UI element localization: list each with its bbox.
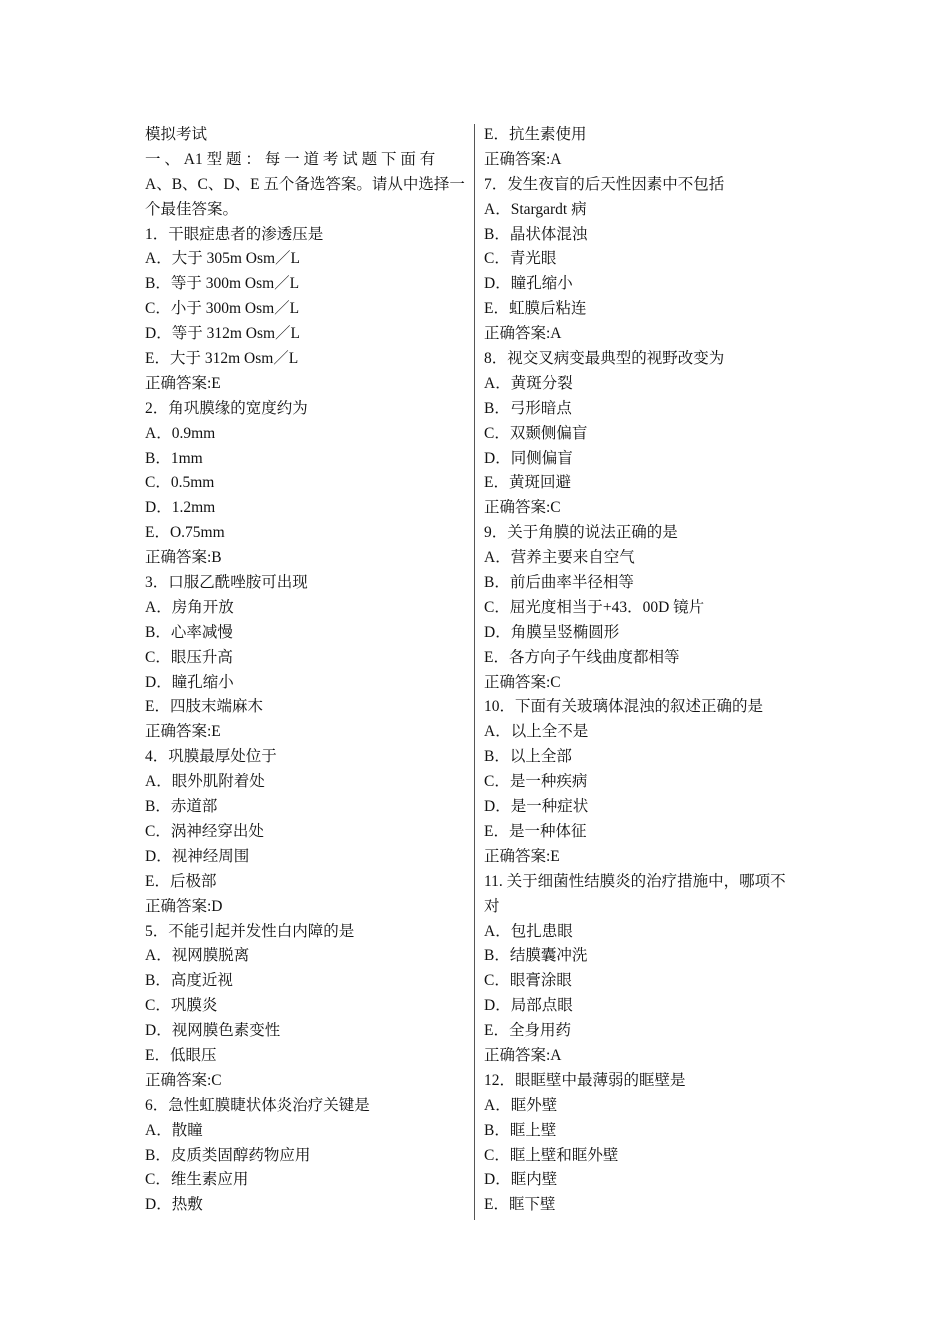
question-text-continued: 对 — [484, 897, 500, 915]
question-text: 10．下面有关玻璃体混浊的叙述正确的是 — [484, 698, 764, 716]
option-text: C．眶上壁和眶外壁 — [484, 1146, 619, 1164]
option-text: B．弓形暗点 — [484, 399, 572, 417]
option-text: E．全身用药 — [484, 1022, 571, 1040]
option-text: B．结膜囊冲洗 — [484, 947, 588, 965]
right-column — [484, 123, 814, 1218]
option-text: A．黄斑分裂 — [484, 374, 573, 392]
question-text: 9．关于角膜的说法正确的是 — [484, 524, 678, 542]
question-text: 8．视交叉病变最典型的视野改变为 — [484, 350, 725, 368]
option-text: A．营养主要来自空气 — [484, 549, 635, 567]
column-divider — [474, 124, 475, 1220]
option-text: C．是一种疾病 — [484, 773, 588, 791]
option-text: B．皮质类固醇药物应用 — [145, 1146, 311, 1164]
answer-text: 正确答案:E — [145, 723, 221, 741]
question-text: 1．干眼症患者的渗透压是 — [145, 225, 324, 243]
section-intro-line: 个最佳答案。 — [145, 200, 239, 218]
option-text: A．视网膜脱离 — [145, 947, 250, 965]
option-text: C．小于 300m Osm／L — [145, 300, 300, 318]
answer-text: 正确答案:E — [484, 847, 560, 865]
option-text: C．眼压升高 — [145, 648, 233, 666]
option-text: E．低眼压 — [145, 1046, 217, 1064]
question-text: 6．急性虹膜睫状体炎治疗关键是 — [145, 1096, 370, 1114]
option-text: E．各方向子午线曲度都相等 — [484, 648, 680, 666]
option-text: D．瞳孔缩小 — [484, 275, 573, 293]
option-text: C．维生素应用 — [145, 1171, 249, 1189]
option-text: C．0.5mm — [145, 474, 215, 492]
option-text: E．四肢末端麻木 — [145, 698, 263, 716]
option-text: C．巩膜炎 — [145, 997, 218, 1015]
question-text: 7．发生夜盲的后天性因素中不包括 — [484, 175, 725, 193]
question-text: 11. 关于细菌性结膜炎的治疗措施中，哪项不 — [484, 872, 786, 890]
option-text: B．高度近视 — [145, 972, 233, 990]
answer-text: 正确答案:A — [484, 325, 562, 343]
option-text: E．黄斑回避 — [484, 474, 571, 492]
option-text: D．视神经周围 — [145, 847, 250, 865]
option-text: D．角膜呈竖椭圆形 — [484, 623, 620, 641]
answer-text: 正确答案:C — [484, 673, 561, 691]
option-text: A．大于 305m Osm／L — [145, 250, 301, 268]
answer-text: 正确答案:D — [145, 897, 223, 915]
option-text: E．虹膜后粘连 — [484, 300, 587, 318]
option-text: E．O.75mm — [145, 524, 225, 542]
option-text: C．涡神经穿出处 — [145, 822, 264, 840]
left-column — [145, 123, 469, 1218]
option-text: E．抗生素使用 — [484, 126, 587, 143]
answer-text: 正确答案:C — [484, 499, 561, 517]
option-text: E．后极部 — [145, 872, 217, 890]
answer-text: 正确答案:A — [484, 1046, 562, 1064]
question-text: 5．不能引起并发性白内障的是 — [145, 922, 355, 940]
option-text: D．热敷 — [145, 1196, 203, 1214]
answer-text: 正确答案:A — [484, 150, 562, 168]
option-text: D．瞳孔缩小 — [145, 673, 234, 691]
answer-text: 正确答案:C — [145, 1071, 222, 1089]
section-intro-line: 一 、 A1 型 题 ： 每 一 道 考 试 题 下 面 有 — [145, 150, 436, 168]
option-text: A．以上全不是 — [484, 723, 589, 741]
option-text: C．眼膏涂眼 — [484, 972, 572, 990]
option-text: B．眶上壁 — [484, 1121, 557, 1139]
question-text: 4．巩膜最厚处位于 — [145, 748, 277, 766]
answer-text: 正确答案:B — [145, 549, 222, 567]
option-text: E．大于 312m Osm／L — [145, 350, 299, 368]
option-text: B．等于 300m Osm／L — [145, 275, 300, 293]
option-text: D．等于 312m Osm／L — [145, 325, 301, 343]
option-text: E．是一种体征 — [484, 822, 587, 840]
option-text: A．眼外肌附着处 — [145, 773, 265, 791]
option-text: A．包扎患眼 — [484, 922, 573, 940]
option-text: B．晶状体混浊 — [484, 225, 588, 243]
option-text: D．同侧偏盲 — [484, 449, 573, 467]
option-text: D．1.2mm — [145, 499, 216, 517]
doc-title: 模拟考试 — [145, 126, 208, 143]
option-text: D．局部点眼 — [484, 997, 573, 1015]
option-text: E．眶下壁 — [484, 1196, 556, 1214]
question-text: 3．口服乙酰唑胺可出现 — [145, 574, 308, 592]
question-text: 2．角巩膜缘的宽度约为 — [145, 399, 308, 417]
option-text: D．是一种症状 — [484, 798, 589, 816]
option-text: D．视网膜色素变性 — [145, 1022, 281, 1040]
option-text: A．Stargardt 病 — [484, 200, 587, 218]
option-text: B．1mm — [145, 449, 203, 467]
option-text: A．房角开放 — [145, 598, 234, 616]
option-text: D．眶内壁 — [484, 1171, 558, 1189]
question-text: 12．眼眶壁中最薄弱的眶壁是 — [484, 1071, 686, 1089]
option-text: B．赤道部 — [145, 798, 218, 816]
answer-text: 正确答案:E — [145, 374, 221, 392]
option-text: B．前后曲率半径相等 — [484, 574, 634, 592]
option-text: A．眶外壁 — [484, 1096, 558, 1114]
option-text: C．屈光度相当于+43．00D 镜片 — [484, 598, 705, 616]
option-text: C．青光眼 — [484, 250, 557, 268]
section-intro-line: A、B、C、D、E 五个备选答案。请从中选择一 — [145, 175, 465, 193]
option-text: A．散瞳 — [145, 1121, 203, 1139]
option-text: A．0.9mm — [145, 424, 216, 442]
option-text: B．心率减慢 — [145, 623, 233, 641]
option-text: B．以上全部 — [484, 748, 572, 766]
option-text: C．双颞侧偏盲 — [484, 424, 588, 442]
